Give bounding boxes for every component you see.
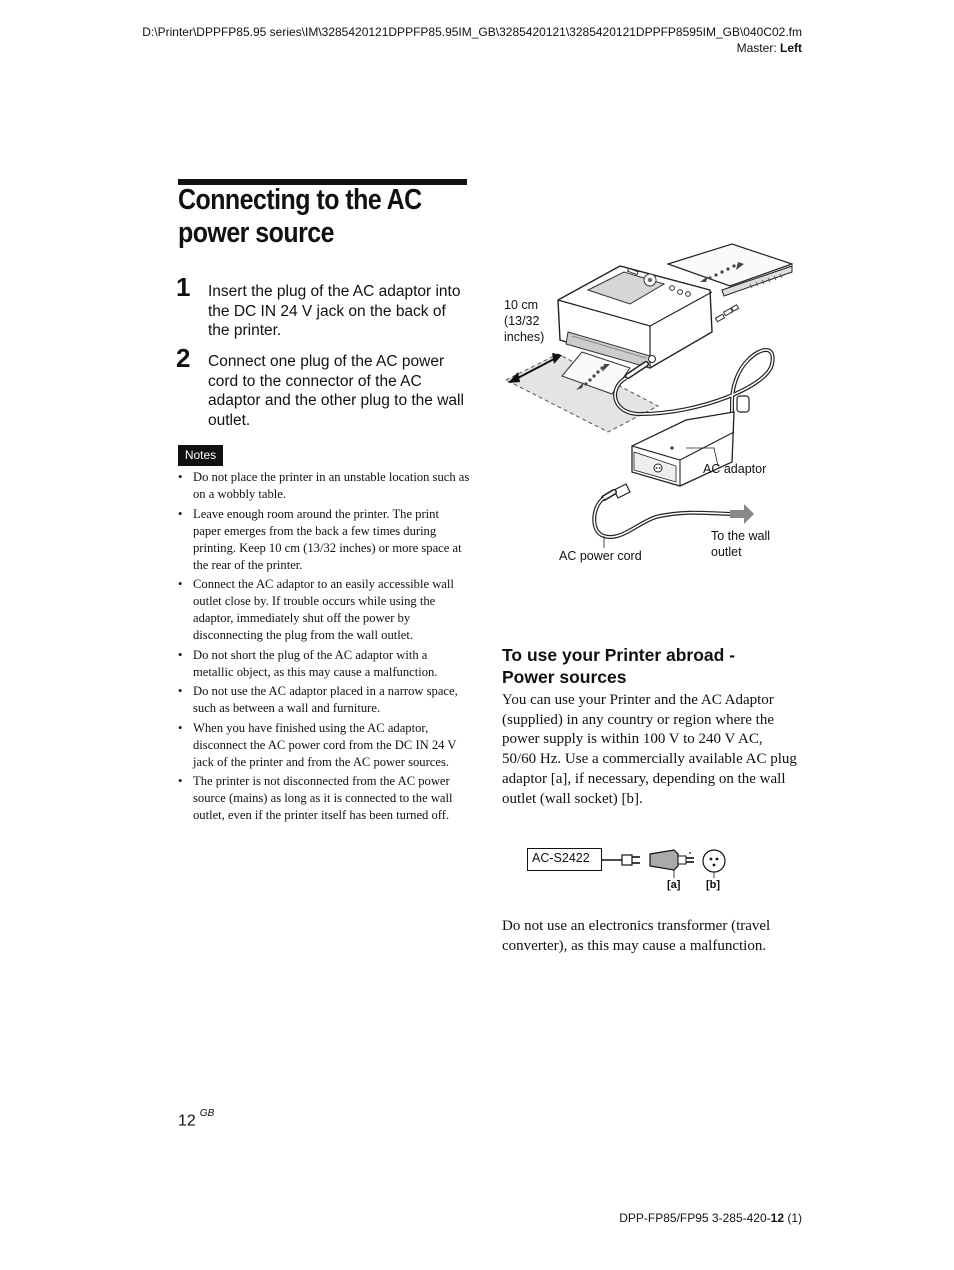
file-path: D:\Printer\DPPFP85.95 series\IM\3285420121DPPFP85.95IM_GB\3285420121\3285420121DPPFP8595IM_GB\040C02.fm	[142, 25, 802, 39]
abroad-heading: To use your Printer abroad - Power sources	[502, 645, 736, 687]
page-number: 12 $^{GB}$	[178, 1108, 215, 1130]
step-1-text: Insert the plug of the AC adaptor into the DC IN 24 V jack on the back of the printer.	[208, 283, 461, 340]
file-path-header	[142, 24, 802, 56]
abroad-paragraph: You can use your Printer and the AC Adaptor (supplied) in any country or region where the power supply is within 100 V to 240 V AC, 50/60 Hz. Use a commercially available AC plug adaptor [a], if necessary, depending on the wall outlet (wall socket) [b].	[502, 692, 797, 807]
plug-adaptor-illustration	[602, 844, 732, 884]
step-1-number: 1	[176, 272, 191, 302]
clearance-label: 10 cm (13/32 inches)	[504, 298, 545, 344]
label-b: [b]	[706, 879, 721, 891]
page-title: Connecting to the AC power source	[178, 184, 422, 249]
step-2-text: Connect one plug of the AC power cord to the connector of the AC adaptor and the other plug to the wall outlet.	[208, 353, 464, 430]
step-2-number: 2	[176, 343, 191, 373]
document-footer: DPP-FP85/FP95 3-285-420-12 (1)	[619, 1211, 802, 1225]
notes-badge: Notes	[178, 445, 223, 466]
note-item: • Do not use the AC adaptor placed in a narrow space, such as between a wall and furniture.	[178, 683, 470, 717]
master-line: Master: Left	[736, 41, 802, 55]
printer-connection-illustration	[500, 236, 800, 576]
wall-outlet-label: To the wall outlet	[711, 529, 771, 559]
model-label-box: AC-S2422	[527, 848, 602, 871]
note-item: • The printer is not disconnected from the AC power source (mains) as long as it is connected to the wall outlet, even if the printer itself has been turned off.	[178, 773, 470, 824]
ac-power-cord-label: AC power cord	[559, 549, 642, 563]
note-item: • Connect the AC adaptor to an easily accessible wall outlet close by. If trouble occurs while using the adaptor, immediately shut off the power by disconnecting the plug from the wall outlet.	[178, 576, 470, 644]
note-item: • Do not place the printer in an unstable location such as on a wobbly table.	[178, 469, 470, 503]
note-item: • When you have finished using the AC adaptor, disconnect the AC power cord from the DC IN 24 V jack of the printer and from the AC power sources.	[178, 720, 470, 771]
label-a: [a]	[667, 879, 681, 891]
transformer-warning: Do not use an electronics transformer (travel converter), as this may cause a malfunction.	[502, 918, 771, 954]
notes-list	[178, 469, 470, 827]
note-item: • Do not short the plug of the AC adaptor with a metallic object, as this may cause a malfunction.	[178, 647, 470, 681]
note-item: • Leave enough room around the printer. The print paper emerges from the back a few times during printing. Keep 10 cm (13/32 inches) or more space at the rear of the printer.	[178, 506, 470, 574]
ac-adaptor-label: AC adaptor	[703, 462, 767, 476]
